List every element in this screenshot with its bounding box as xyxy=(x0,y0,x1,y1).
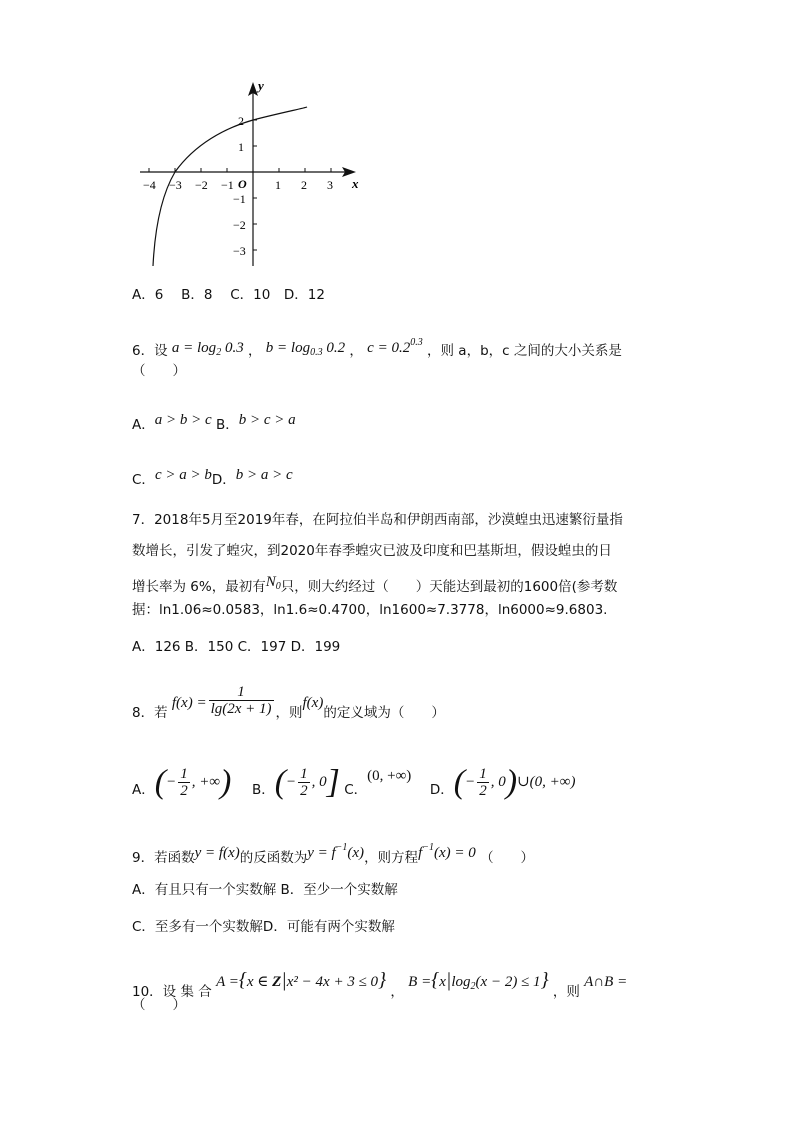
q9-options-1: A．有且只有一个实数解 B．至少一个实数解 xyxy=(132,882,398,898)
q7-options: A．126 B．150 C．197 D．199 xyxy=(132,639,341,655)
q6-option-row-2 xyxy=(132,465,293,490)
x-tick-label: −3 xyxy=(169,178,182,192)
q8-option-c-label: C． xyxy=(344,782,368,798)
x-tick-label: −2 xyxy=(195,178,208,192)
q7-line-1: 7．2018年5月至2019年春，在阿拉伯半岛和伊朗西南部，沙漠蝗虫迅速繁衍量指 xyxy=(132,512,623,528)
q6-option-a: a > b > c xyxy=(154,412,212,428)
q7-line-3: 增长率为 6%，最初有$N_0$只，则大约经过（ ）天能达到最初的1600倍(参考数 xyxy=(132,574,618,595)
q5-options: A．6 B．8 C．10 D．12 xyxy=(132,287,325,303)
q8-options xyxy=(132,752,575,800)
q10-stem xyxy=(132,962,627,998)
q8-option-a-label: A． xyxy=(132,782,155,798)
q8-mid: ，则 xyxy=(275,705,303,721)
q10-intersection: A∩B = xyxy=(584,974,628,990)
q8-number: 8．若 xyxy=(132,705,168,721)
q7-line-4: 据：ln1.06≈0.0583，ln1.6≈0.4700，ln1600≈7.3778，ln6000≈9.6803. xyxy=(132,602,608,618)
y-tick-label: 2 xyxy=(238,114,244,128)
q6-option-c-label: C． xyxy=(132,472,155,488)
q8-f-lhs: f(x) = xyxy=(171,695,207,711)
q7-n0: $N_0$ xyxy=(265,574,281,592)
x-tick-label: 1 xyxy=(275,178,281,192)
q8-fraction: $\frac{1}{\lg(2x + 1)}$ xyxy=(210,684,272,717)
x-tick-label: −4 xyxy=(143,178,156,192)
q6-sep1: ， xyxy=(247,343,262,359)
q9-eq: $f^{-1}(x) = 0$ xyxy=(418,842,476,861)
q9-f2: $y = f^{-1}(x)$ xyxy=(307,842,365,861)
q10-set-a: A ={x ∈ Z|x² − 4x + 3 ≤ 0} xyxy=(216,969,387,991)
q10-tail: ，则 xyxy=(552,984,580,1000)
y-tick-label: −2 xyxy=(233,218,246,232)
q6-tail: ，则 a，b，c 之间的大小关系是 xyxy=(427,343,622,359)
q10-set-b: $B =\{x|\log_2(x - 2) \le 1\}$ xyxy=(408,969,549,992)
x-tick-label: −1 xyxy=(221,178,234,192)
q8-option-b: (− $\frac{1}{2}$ , 0] xyxy=(274,763,340,801)
q6-number: 6．设 xyxy=(132,343,168,359)
q9-number: 9．若函数 xyxy=(132,850,195,866)
q9-mid: 的反函数为 xyxy=(239,850,308,866)
origin-label: O xyxy=(238,177,247,191)
y-tick-label: −1 xyxy=(233,192,246,206)
q8-stem xyxy=(132,680,445,726)
q6-option-b: b > c > a xyxy=(238,412,296,428)
q8-fx: f(x) xyxy=(302,695,324,711)
q6-option-b-label: B． xyxy=(215,417,239,433)
q6-paren: （ ） xyxy=(132,363,186,379)
q6-option-c: c > a > b xyxy=(154,467,212,483)
y-tick-label: 1 xyxy=(238,140,244,154)
q9-mid2: ，则方程 xyxy=(364,850,419,866)
q6-sep2: ， xyxy=(349,343,363,359)
q8-tail: 的定义域为（ ） xyxy=(323,705,445,721)
y-tick-label: −3 xyxy=(233,244,246,258)
q9-stem xyxy=(132,838,534,868)
q8-option-d-label: D． xyxy=(429,782,454,798)
q10-sep: ， xyxy=(390,984,404,1000)
x-tick-label: 2 xyxy=(301,178,307,192)
q6-c-expr: $c = 0.2^{0.3}$ xyxy=(367,337,423,356)
q6-option-a-label: A． xyxy=(132,417,155,433)
x-axis-label: x xyxy=(352,176,359,191)
x-tick-label: 3 xyxy=(327,178,333,192)
q6-stem xyxy=(132,333,622,363)
q9-paren: （ ） xyxy=(480,850,535,866)
q6-a-expr: $a = \log_2 0.3$ xyxy=(171,340,244,358)
q8-option-a: (− $\frac{1}{2}$ , +∞) xyxy=(154,763,232,801)
q6-b-expr: $b = \log_{0.3} 0.2$ xyxy=(265,340,346,358)
q10-number: 10．设 集 合 xyxy=(132,984,212,1000)
q9-options-2: C．至多有一个实数解D．可能有两个实数解 xyxy=(132,919,395,935)
q6-option-d-label: D． xyxy=(211,472,236,488)
q8-option-c: (0, +∞) xyxy=(367,768,412,784)
y-axis-label: y xyxy=(258,78,264,93)
q10-paren: （ ） xyxy=(132,997,186,1013)
q9-f1: y = f(x) xyxy=(194,845,240,861)
function-graph xyxy=(130,76,370,271)
q8-option-b-label: B． xyxy=(251,782,275,798)
q8-option-d: (− $\frac{1}{2}$ , 0)∪(0, +∞) xyxy=(453,763,576,801)
q7-line-2: 数增长，引发了蝗灾，到2020年春季蝗灾已波及印度和巴基斯坦，假设蝗虫的日 xyxy=(132,543,612,559)
q6-option-d: b > a > c xyxy=(235,467,293,483)
q6-option-row-1 xyxy=(132,410,296,435)
